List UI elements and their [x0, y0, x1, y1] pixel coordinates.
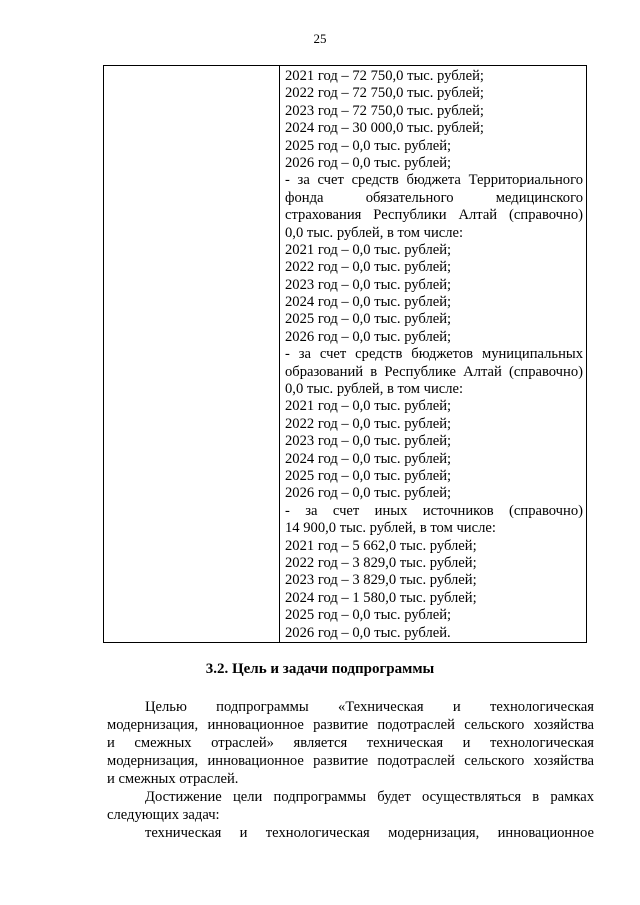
funding-line: 2025 год – 0,0 тыс. рублей;: [285, 137, 452, 154]
funding-line: 2024 год – 0,0 тыс. рублей;: [285, 450, 452, 467]
funding-line: фонда обязательного медицинского: [285, 189, 583, 206]
funding-line: страхования Республики Алтай (справочно): [285, 207, 583, 224]
funding-line: 2024 год – 0,0 тыс. рублей;: [285, 294, 452, 311]
funding-line: 2026 год – 0,0 тыс. рублей.: [285, 624, 451, 641]
paragraph-line: модернизация, инновационное развитие подотраслей сельского хозяйства: [107, 753, 594, 769]
paragraph-line: модернизация, инновационное развитие подотраслей сельского хозяйства: [107, 717, 594, 733]
funding-line: образований в Республике Алтай (справочно): [285, 363, 583, 380]
funding-line: 0,0 тыс. рублей, в том числе:: [285, 224, 464, 241]
funding-line: 2023 год – 72 750,0 тыс. рублей;: [285, 102, 484, 119]
funding-line: 2026 год – 0,0 тыс. рублей;: [285, 328, 452, 345]
table-cell-empty: [104, 66, 280, 642]
funding-line: 2024 год – 30 000,0 тыс. рублей;: [285, 120, 484, 137]
paragraph-line: и смежных отраслей» является техническая и технологическая: [107, 735, 594, 751]
funding-line: 2022 год – 0,0 тыс. рублей;: [285, 415, 452, 432]
paragraph-line: Целью подпрограммы «Техническая и технологическая: [145, 699, 594, 715]
paragraph-line: следующих задач:: [107, 807, 220, 823]
funding-line: 2021 год – 5 662,0 тыс. рублей;: [285, 537, 477, 554]
funding-line: 2022 год – 0,0 тыс. рублей;: [285, 259, 452, 276]
page-number: 25: [313, 31, 327, 46]
funding-line: 2021 год – 0,0 тыс. рублей;: [285, 398, 452, 415]
funding-line: 0,0 тыс. рублей, в том числе:: [285, 381, 464, 398]
table-cell-funding: [280, 66, 586, 642]
funding-line: 2023 год – 0,0 тыс. рублей;: [285, 276, 452, 293]
funding-line: 2021 год – 0,0 тыс. рублей;: [285, 241, 452, 258]
funding-line: 2023 год – 3 829,0 тыс. рублей;: [285, 572, 477, 589]
funding-line: - за счет иных источников (справочно): [285, 502, 583, 519]
paragraph-line: и смежных отраслей.: [107, 771, 239, 787]
paragraph-line: техническая и технологическая модернизация, инновационное: [145, 825, 594, 841]
funding-line: 2022 год – 3 829,0 тыс. рублей;: [285, 554, 477, 571]
paragraph-line: Достижение цели подпрограммы будет осуществляться в рамках: [145, 789, 594, 805]
funding-line: 2024 год – 1 580,0 тыс. рублей;: [285, 589, 477, 606]
funding-line: - за счет средств бюджетов муниципальных: [285, 346, 583, 363]
section-body: [107, 698, 594, 842]
funding-line: 2025 год – 0,0 тыс. рублей;: [285, 607, 452, 624]
funding-line: - за счет средств бюджета Территориального: [285, 172, 583, 189]
funding-line: 2022 год – 72 750,0 тыс. рублей;: [285, 85, 484, 102]
funding-line: 2023 год – 0,0 тыс. рублей;: [285, 433, 452, 450]
funding-line: 2025 год – 0,0 тыс. рублей;: [285, 311, 452, 328]
funding-line: 2026 год – 0,0 тыс. рублей;: [285, 154, 452, 171]
funding-line: 2026 год – 0,0 тыс. рублей;: [285, 485, 452, 502]
funding-table: [103, 65, 587, 643]
funding-line: 14 900,0 тыс. рублей, в том числе:: [285, 520, 496, 537]
funding-line: 2021 год – 72 750,0 тыс. рублей;: [285, 68, 484, 84]
section-heading: 3.2. Цель и задачи подпрограммы: [205, 661, 435, 677]
funding-line: 2025 год – 0,0 тыс. рублей;: [285, 467, 452, 484]
